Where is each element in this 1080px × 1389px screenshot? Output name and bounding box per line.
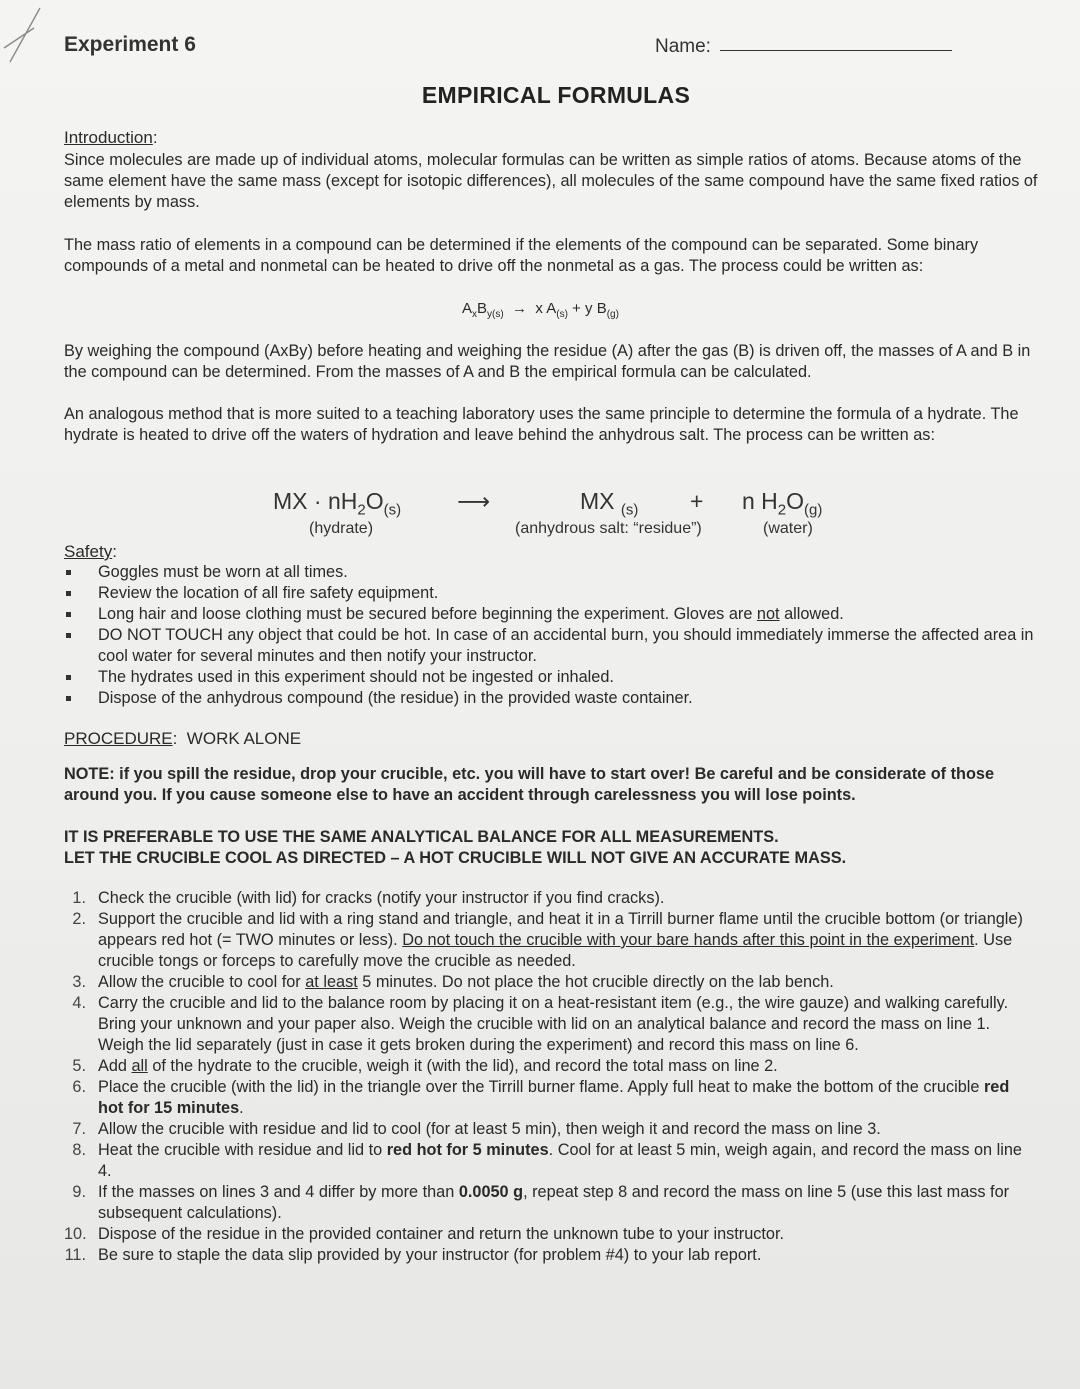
procedure-caps-balance: IT IS PREFERABLE TO USE THE SAME ANALYTICAL BALANCE FOR ALL MEASUREMENTS. [64, 828, 779, 846]
safety-item: Review the location of all fire safety equipment. [64, 583, 1039, 604]
name-blank-line[interactable] [720, 50, 952, 51]
procedure-subheading: WORK ALONE [186, 729, 302, 748]
step-2: 2. Support the crucible and lid with a ring stand and triangle, and heat it in a Tirrill burner flame until the crucible bottom (or triangle) appears red hot (= TWO minutes or less). Do not touch the crucible with your bare hands after this point in the experiment. Use crucible tongs or forceps to carefully move the crucible as needed. [72, 910, 1023, 970]
safety-item: Long hair and loose clothing must be secured before beginning the experiment. Gloves are not allowed. [64, 604, 1039, 625]
eq2-plus: + [690, 488, 704, 514]
intro-paragraph-1: Since molecules are made up of individual atoms, molecular formulas can be written as simple ratios of atoms. Because atoms of the same element have the same mass (except for isotopic differences), all molecules of the same compound have the same fixed ratios of elements by mass. [64, 151, 1038, 211]
step-6: 6. Place the crucible (with the lid) in the triangle over the Tirrill burner flame. Apply full heat to make the bottom of the crucible red hot for 15 minutes. [72, 1078, 1010, 1117]
experiment-label: Experiment 6 [64, 33, 196, 56]
eq1-reactant: $A_xB_{y(s)}$ [462, 300, 504, 320]
eq2-label-hydrate: (hydrate) [309, 520, 374, 537]
eq1-product-a: x $A_{(s)}$ [535, 300, 568, 320]
step-1: 1. Check the crucible (with lid) for cracks (notify your instructor if you find cracks). [72, 889, 665, 907]
procedure-steps [64, 888, 1039, 1266]
eq1-product-b: y $B_{(g)}$ [585, 300, 619, 320]
step-9: 9. If the masses on lines 3 and 4 differ by more than 0.0050 g, repeat step 8 and record the mass on line 5 (use this last mass for subsequent calculations). [72, 1183, 1010, 1222]
name-label: Name: [655, 36, 711, 57]
step-11: 11. Be sure to staple the data slip provided by your instructor (for problem #4) to your lab report. [64, 1246, 762, 1264]
procedure-heading-row: PROCEDURE: WORK ALONE [64, 729, 302, 748]
safety-list [64, 562, 1039, 709]
safety-item: Goggles must be worn at all times. [64, 562, 1039, 583]
eq2-label-salt: (anhydrous salt: “residue”) [515, 520, 702, 537]
eq2-reactant: MX · $nH_2O_{(s)}$ [273, 488, 402, 519]
intro-heading-row: Introduction: [64, 128, 158, 147]
eq2-product-salt: MX $_{(s)}$ [580, 488, 639, 519]
step-10: 10. Dispose of the residue in the provided container and return the unknown tube to your instructor. [64, 1225, 785, 1243]
intro-paragraph-3: By weighing the compound (AxBy) before heating and weighing the residue (A) after the gas (B) is driven off, the masses of A and B in the compound can be determined. From the masses of A and B the empirical formula can be calculated. [64, 342, 1031, 381]
eq1-arrow: → [512, 300, 528, 317]
step-5: 5. Add all of the hydrate to the crucible, weigh it (with the lid), and record the total mass on line 2. [72, 1057, 778, 1075]
safety-heading-row: Safety: [64, 542, 117, 561]
eq2-arrow: ⟶ [457, 488, 490, 514]
safety-heading: Safety [64, 542, 113, 561]
intro-paragraph-4: An analogous method that is more suited to a teaching laboratory uses the same principle to determine the formula of a hydrate. The hydrate is heated to drive off the waters of hydration and leave behind the anhydrous salt. The process can be written as: [64, 405, 1019, 444]
procedure-note: NOTE: if you spill the residue, drop your crucible, etc. you will have to start over! Be careful and be considerate of those around you. If you cause someone else to have an accident through carelessness you will lose points. [64, 765, 995, 804]
intro-paragraph-2: The mass ratio of elements in a compound can be determined if the elements of the compound can be separated. Some binary compounds of a metal and nonmetal can be heated to drive off the nonmetal as a gas. The process could be written as: [64, 236, 979, 275]
safety-item: Dispose of the anhydrous compound (the residue) in the provided waste container. [64, 688, 1039, 709]
equation-binary-compound [462, 300, 619, 320]
procedure-heading: PROCEDURE [64, 729, 173, 748]
page-title: EMPIRICAL FORMULAS [421, 82, 691, 108]
step-8: 8. Heat the crucible with residue and lid to red hot for 5 minutes. Cool for at least 5 min, weigh again, and record the mass on line 4. [72, 1141, 1022, 1180]
safety-item: The hydrates used in this experiment should not be ingested or inhaled. [64, 667, 1039, 688]
safety-item: DO NOT TOUCH any object that could be hot. In case of an accidental burn, you should immediately immerse the affected area in cool water for several minutes and then notify your instructor. [64, 625, 1039, 667]
step-7: 7. Allow the crucible with residue and lid to cool (for at least 5 min), then weigh it and record the mass on line 3. [72, 1120, 881, 1138]
step-3: 3. Allow the crucible to cool for at least 5 minutes. Do not place the hot crucible directly on the lab bench. [72, 973, 834, 991]
eq1-plus: + [572, 300, 581, 317]
eq2-label-water: (water) [763, 520, 813, 537]
pen-mark [0, 0, 70, 70]
eq2-product-water: n $H_2O_{(g)}$ [742, 488, 823, 519]
procedure-caps-cool: LET THE CRUCIBLE COOL AS DIRECTED – A HOT CRUCIBLE WILL NOT GIVE AN ACCURATE MASS. [64, 849, 847, 867]
intro-heading: Introduction [64, 128, 153, 147]
step-4: 4. Carry the crucible and lid to the balance room by placing it on a heat-resistant item (e.g., the wire gauze) and walking carefully. Bring your unknown and your paper also. Weigh the crucible with lid on an analytical balance and record the mass on line 1. Weigh the lid separately (just in case it gets broken during the experiment) and record this mass on line 6. [72, 994, 1009, 1054]
